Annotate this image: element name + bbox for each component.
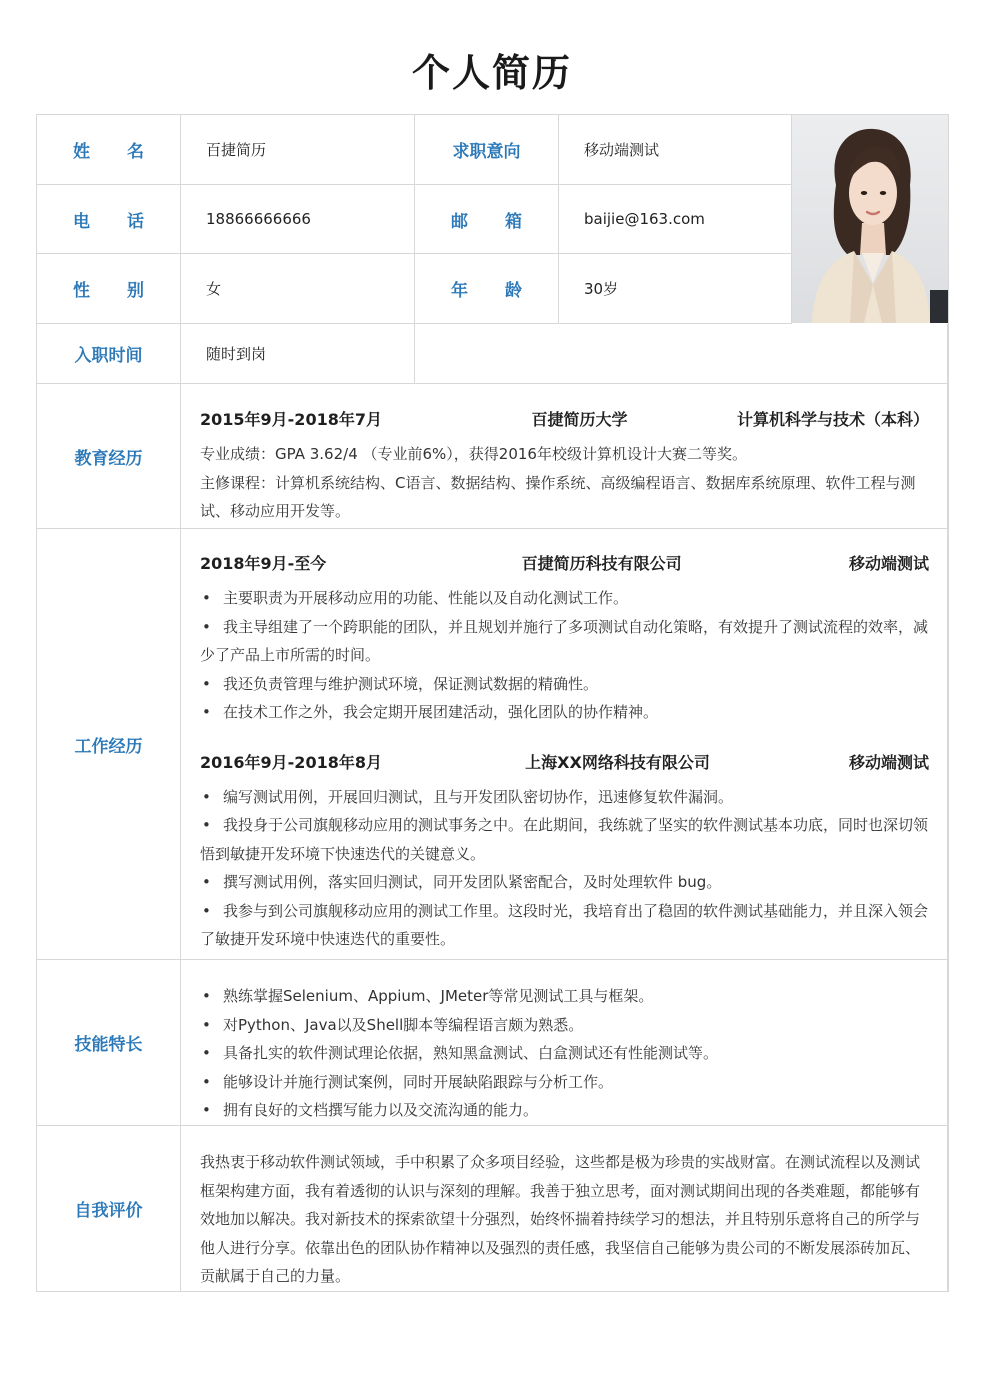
bullet-icon: • bbox=[202, 1015, 211, 1034]
bullet-icon: • bbox=[202, 873, 211, 891]
age-label-char-1: 年 bbox=[451, 281, 468, 301]
skill-text: 对Python、Java以及Shell脚本等编程语言颇为熟悉。 bbox=[223, 1015, 584, 1034]
email-label-char-2: 箱 bbox=[505, 211, 522, 232]
job-period: 2018年9月-至今 bbox=[200, 554, 327, 573]
age-label-char-2: 龄 bbox=[505, 281, 522, 301]
education-line: 主修课程：计算机系统结构、C语言、数据结构、操作系统、高级编程语言、数据库系统原理、软件工程与测试、移动应用开发等。 bbox=[200, 473, 916, 520]
profile-photo bbox=[792, 115, 948, 323]
job-role: 移动端测试 bbox=[848, 752, 929, 772]
bullet-icon: • bbox=[202, 901, 211, 920]
skills-content bbox=[181, 982, 948, 1125]
gender-label-char-1: 性 bbox=[73, 281, 90, 301]
skills-list bbox=[200, 982, 929, 1125]
skill-text: 具备扎实的软件测试理论依据，熟知黑盒测试、白盒测试还有性能测试等。 bbox=[223, 1044, 719, 1062]
name-label bbox=[37, 115, 181, 185]
education-content bbox=[181, 406, 948, 526]
self-evaluation-label: 自我评价 bbox=[37, 1126, 181, 1292]
bullet-icon: • bbox=[202, 987, 211, 1005]
education-period: 2015年9月-2018年7月 bbox=[200, 410, 382, 429]
duty-text: 主要职责为开展移动应用的功能、性能以及自动化测试工作。 bbox=[223, 589, 629, 607]
phone-label bbox=[37, 185, 181, 254]
empty-cell bbox=[415, 324, 948, 384]
gender-value: 女 bbox=[181, 254, 415, 324]
job-header bbox=[200, 550, 929, 578]
list-item bbox=[200, 1011, 929, 1040]
work-content bbox=[181, 550, 948, 954]
phone-value: 18866666666 bbox=[181, 185, 415, 254]
list-item bbox=[200, 897, 929, 954]
education-line: 专业成绩：GPA 3.62/4 （专业前6%），获得2016年校级计算机设计大赛二等奖。 bbox=[200, 445, 747, 463]
duty-text: 撰写测试用例，落实回归测试，同开发团队紧密配合，及时处理软件 bug。 bbox=[223, 873, 722, 891]
job-duties bbox=[200, 783, 929, 954]
self-evaluation-content bbox=[181, 1148, 948, 1291]
skill-text: 拥有良好的文档撰写能力以及交流沟通的能力。 bbox=[223, 1101, 539, 1119]
phone-label-char-2: 话 bbox=[127, 211, 144, 232]
page-title: 个人简历 bbox=[411, 51, 572, 95]
entry-value: 随时到岗 bbox=[181, 324, 415, 384]
list-item bbox=[200, 783, 929, 812]
list-item bbox=[200, 1068, 929, 1097]
gender-label-char-2: 别 bbox=[127, 281, 144, 301]
job-duties bbox=[200, 584, 929, 727]
bullet-icon: • bbox=[202, 703, 211, 721]
list-item bbox=[200, 613, 929, 670]
work-label: 工作经历 bbox=[37, 529, 181, 960]
skills-label: 技能特长 bbox=[37, 960, 181, 1126]
education-major: 计算机科学与技术（本科） bbox=[736, 410, 929, 429]
gender-label bbox=[37, 254, 181, 324]
skill-text: 熟练掌握Selenium、Appium、JMeter等常见测试工具与框架。 bbox=[223, 987, 654, 1005]
education-header bbox=[200, 406, 929, 434]
list-item bbox=[200, 670, 929, 699]
bullet-icon: • bbox=[202, 1101, 211, 1119]
bullet-icon: • bbox=[202, 617, 211, 636]
list-item bbox=[200, 811, 929, 868]
bullet-icon: • bbox=[202, 1044, 211, 1062]
email-label-char-1: 邮 bbox=[451, 211, 468, 232]
duty-text: 我参与到公司旗舰移动应用的测试工作里。这段时光，我培育出了稳固的软件测试基础能力，并且深入领会了敏捷开发环境中快速迭代的重要性。 bbox=[200, 901, 929, 948]
job-period: 2016年9月-2018年8月 bbox=[200, 752, 382, 772]
list-item bbox=[200, 1096, 929, 1125]
bullet-icon: • bbox=[202, 589, 211, 607]
education-school: 百捷简历大学 bbox=[531, 410, 628, 429]
phone-label-char-1: 电 bbox=[73, 211, 90, 232]
list-item bbox=[200, 982, 929, 1011]
duty-text: 我投身于公司旗舰移动应用的测试事务之中。在此期间，我练就了坚实的软件测试基本功底，同时也深切领悟到敏捷开发环境下快速迭代的关键意义。 bbox=[200, 816, 929, 863]
list-item bbox=[200, 698, 929, 727]
name-label-char-2: 名 bbox=[127, 142, 144, 162]
bullet-icon: • bbox=[202, 816, 211, 834]
bullet-icon: • bbox=[202, 1072, 211, 1091]
job-role: 移动端测试 bbox=[848, 554, 929, 573]
email-label bbox=[415, 185, 559, 254]
education-label: 教育经历 bbox=[37, 384, 181, 529]
name-label-char-1: 姓 bbox=[73, 142, 90, 162]
age-label bbox=[415, 254, 559, 324]
job-company: 上海XX网络科技有限公司 bbox=[525, 752, 710, 772]
age-value: 30岁 bbox=[559, 254, 792, 324]
duty-text: 我还负责管理与维护测试环境，保证测试数据的精确性。 bbox=[223, 674, 599, 693]
intent-label: 求职意向 bbox=[415, 115, 559, 185]
portrait-image bbox=[792, 115, 948, 323]
intent-value: 移动端测试 bbox=[559, 115, 792, 185]
duty-text: 在技术工作之外，我会定期开展团建活动，强化团队的协作精神。 bbox=[223, 703, 659, 721]
duty-text: 编写测试用例，开展回归测试，且与开发团队密切协作，迅速修复软件漏洞。 bbox=[223, 787, 734, 806]
list-item bbox=[200, 1039, 929, 1068]
bullet-icon: • bbox=[202, 674, 211, 693]
bullet-icon: • bbox=[202, 787, 211, 806]
email-value: baijie@163.com bbox=[559, 185, 792, 254]
duty-text: 我主导组建了一个跨职能的团队，并且规划并施行了多项测试自动化策略，有效提升了测试流程的效率，减少了产品上市所需的时间。 bbox=[200, 617, 929, 664]
list-item bbox=[200, 584, 929, 613]
name-value: 百捷简历 bbox=[181, 115, 415, 185]
skill-text: 能够设计并施行测试案例，同时开展缺陷跟踪与分析工作。 bbox=[223, 1072, 614, 1091]
self-evaluation-text: 我热衷于移动软件测试领域，手中积累了众多项目经验，这些都是极为珍贵的实战财富。在测试流程以及测试框架构建方面，我有着透彻的认识与深刻的理解。我善于独立思考，面对测试期间出现的各类难题，都能够有效地加以解决。我对新技术的探索欲望十分强烈，始终怀揣着持续学习的想法，并且特别乐意将自己的所学与他人进行分享。依靠出色的团队协作精神以及强烈的责任感，我坚信自己能够为贵公司的不断发展添砖加瓦、贡献属于自己的力量。 bbox=[200, 1153, 921, 1285]
list-item bbox=[200, 868, 929, 897]
job-header bbox=[200, 749, 929, 777]
job-company: 百捷简历科技有限公司 bbox=[521, 554, 682, 573]
entry-label: 入职时间 bbox=[37, 324, 181, 384]
